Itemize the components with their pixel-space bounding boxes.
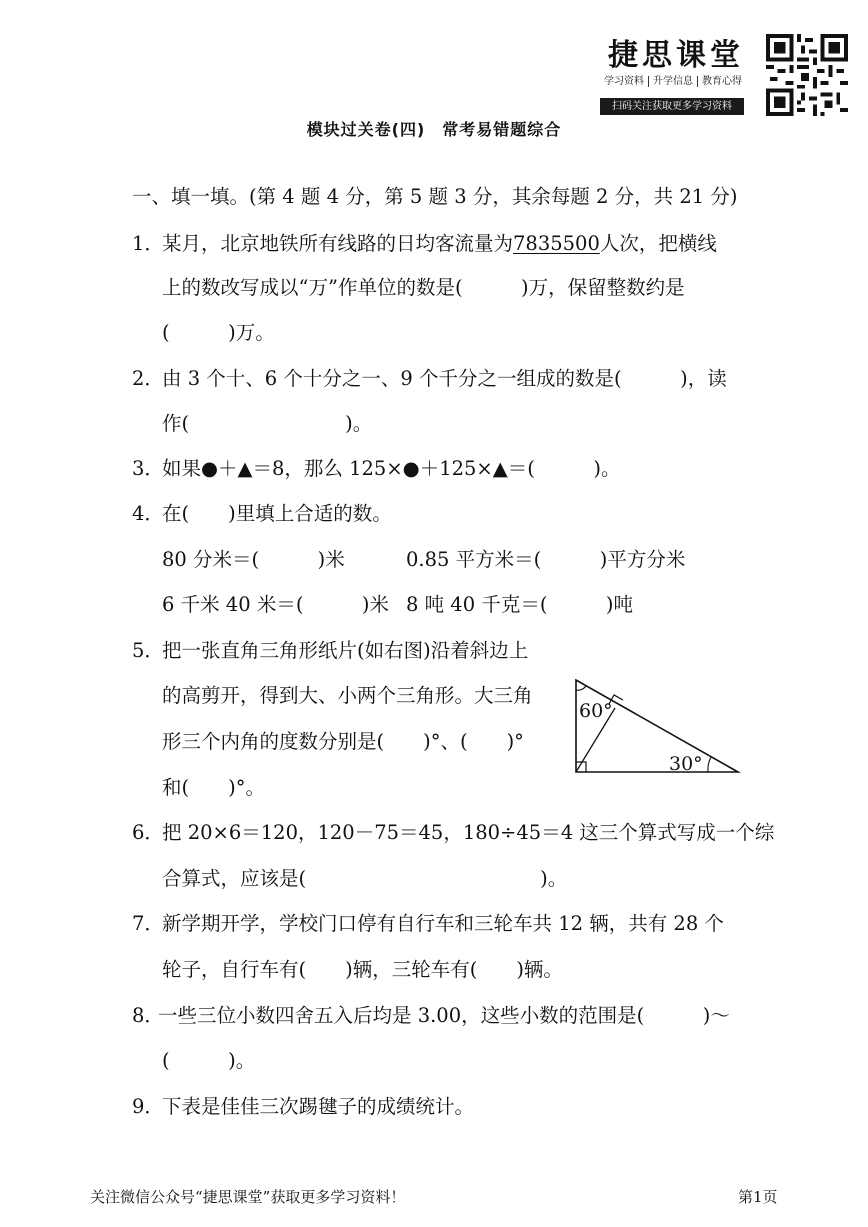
question-8-line-2 <box>0 1046 868 1076</box>
question-number: 8． <box>132 1004 164 1027</box>
section-heading <box>0 182 868 212</box>
question-text: 在( )里填上合适的数。 <box>162 502 392 525</box>
question-text: 作( )。 <box>162 412 373 435</box>
brand-slogan: 扫码关注获取更多学习资料 <box>600 98 744 115</box>
question-number: 7． <box>132 912 164 935</box>
question-8 <box>0 1001 868 1031</box>
question-2 <box>0 364 868 394</box>
question-text <box>162 229 717 259</box>
footer-promo: 关注微信公众号“捷思课堂”获取更多学习资料！ <box>90 1188 406 1206</box>
brand-tags <box>600 72 746 87</box>
question-6-line-2 <box>0 864 868 894</box>
question-number: 3． <box>132 457 164 480</box>
angle-60-label: 60° <box>579 700 613 722</box>
question-text: 一些三位小数四舍五入后均是 3.00，这些小数的范围是( )～ <box>158 1004 730 1027</box>
question-1-line-2 <box>0 273 868 303</box>
angle-30-label: 30° <box>669 753 703 775</box>
underlined-number: 7835500 <box>513 232 600 255</box>
question-2-line-2 <box>0 409 868 439</box>
question-text: 由 3 个十、6 个十分之一、9 个千分之一组成的数是( )，读 <box>162 367 727 390</box>
question-4-row-2 <box>0 590 868 620</box>
conversion-item: 0.85 平方米＝( )平方分米 <box>406 548 686 571</box>
question-9 <box>0 1092 868 1122</box>
question-text: 的高剪开，得到大、小两个三角形。大三角 <box>162 684 533 707</box>
question-7-line-2 <box>0 955 868 985</box>
question-text: 如果●＋▲＝8，那么 125×●＋125×▲＝( )。 <box>162 457 621 480</box>
exam-title: 模块过关卷(四) 常考易错题综合 <box>306 120 562 139</box>
question-5 <box>0 636 868 666</box>
question-7 <box>0 909 868 939</box>
question-6 <box>0 818 868 848</box>
question-text: 形三个内角的度数分别是( )°、( )° <box>162 730 524 753</box>
question-text: 轮子，自行车有( )辆，三轮车有( )辆。 <box>162 958 563 981</box>
question-text-part: 某月，北京地铁所有线路的日均客流量为 <box>162 232 514 255</box>
question-number: 9． <box>132 1095 164 1118</box>
question-3 <box>0 454 868 484</box>
section-1-heading: 一、填一填。(第 4 题 4 分，第 5 题 3 分，其余每题 2 分，共 21 分) <box>132 185 738 208</box>
question-text: 下表是佳佳三次踢毽子的成绩统计。 <box>162 1095 475 1118</box>
conversion-item: 8 吨 40 千克＝( )吨 <box>406 593 634 616</box>
page-number: 第1页 <box>738 1188 778 1206</box>
question-text: ( )。 <box>162 1049 256 1072</box>
question-4-row-1 <box>0 545 868 575</box>
question-4 <box>0 499 868 529</box>
question-number: 5． <box>132 639 164 662</box>
question-text: 把 20×6＝120，120－75＝45，180÷45＝4 这三个算式写成一个综 <box>162 821 775 844</box>
tag-education-tips: 教育心得 <box>702 76 742 87</box>
question-number: 2． <box>132 367 164 390</box>
question-number: 6． <box>132 821 164 844</box>
question-text: 上的数改写成以“万”作单位的数是( )万，保留整数约是 <box>162 276 685 299</box>
question-text: 合算式，应该是( )。 <box>162 867 568 890</box>
tag-study-materials: 学习资料 <box>600 76 649 87</box>
question-text: 把一张直角三角形纸片(如右图)沿着斜边上 <box>162 639 529 662</box>
tag-admission-info: 升学信息 <box>649 76 698 87</box>
conversion-item: 6 千米 40 米＝( )米 <box>162 593 390 616</box>
brand-name: 捷思课堂 <box>608 38 744 73</box>
question-number: 4． <box>132 502 164 525</box>
question-1-line-3 <box>0 318 868 348</box>
conversion-item: 80 分米＝( )米 <box>162 548 345 571</box>
question-number: 1． <box>132 232 164 255</box>
question-text: ( )万。 <box>162 321 275 344</box>
question-text: 新学期开学，学校门口停有自行车和三轮车共 12 辆，共有 28 个 <box>162 912 724 935</box>
right-triangle-figure <box>570 672 746 782</box>
question-text-part: 人次，把横线 <box>599 232 717 255</box>
qr-code-icon <box>766 34 848 116</box>
question-text: 和( )°。 <box>162 776 265 799</box>
question-1 <box>0 229 868 259</box>
